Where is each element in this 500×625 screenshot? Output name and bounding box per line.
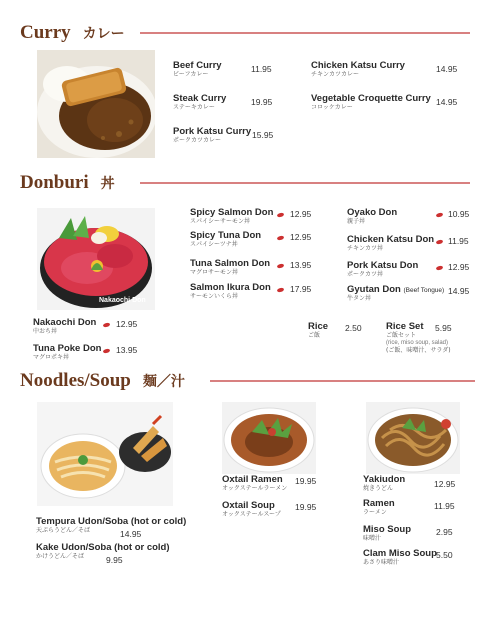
item-jp: チキンカツカレー [311,71,359,79]
donburi-photo [37,208,155,310]
noodles-rule [210,380,475,382]
item-name: Tempura Udon/Soba (hot or cold) [36,516,187,527]
menu-item-oyako-don [347,208,397,226]
donburi-heading [20,170,115,196]
spicy-chili-icon [103,322,111,328]
item-name [347,285,444,295]
item-note-jp: (ご飯、味噌汁、サラダ) [386,346,451,354]
item-jp: マグロサーモン丼 [190,269,239,277]
item-name-text: Gyutan Don [347,284,401,295]
item-price: 12.95 [448,262,470,272]
curry-title-en: Curry [20,22,71,43]
item-price: 14.95 [436,97,458,107]
item-name: Oxtail Soup [222,500,275,511]
menu-item-spicy-tuna-don [190,231,261,249]
item-name: Beef Curry [173,60,222,71]
item-name: Ramen [363,498,395,509]
spicy-chili-icon [436,265,444,271]
item-name: Spicy Tuna Don [190,230,262,241]
item-jp: オックステールラーメン [222,485,288,493]
menu-item-oxtail-soup [222,501,281,519]
item-jp: 中おち丼 [33,328,58,336]
item-jp: かけうどん／そば [36,553,85,561]
menu-item-ramen [363,499,395,517]
item-jp: ビーフカレー [173,71,209,79]
item-price: 5.95 [435,323,452,333]
item-price: 14.95 [448,286,470,296]
item-price: 14.95 [436,64,458,74]
item-jp: 牛タン丼 [347,295,372,303]
menu-item-chicken-katsu-don [347,235,434,253]
menu-item-tuna-salmon-don [190,259,270,277]
item-name: Miso Soup [363,524,412,535]
item-name: Kake Udon/Soba (hot or cold) [36,542,170,553]
menu-item-nakaochi-don [33,318,96,336]
menu-item-pork-katsu-don [347,261,418,279]
donburi-title-en: Donburi [20,172,89,193]
spicy-chili-icon [436,239,444,245]
item-price: 10.95 [448,209,470,219]
item-name: Rice Set [386,321,424,332]
curry-rule [140,32,470,34]
item-name: Pork Katsu Curry [173,126,252,137]
item-price: 19.95 [251,97,273,107]
item-jp: オックステールスープ [222,511,281,519]
menu-item-chicken-katsu-curry [311,61,405,79]
item-jp: コロッケカレー [311,104,353,112]
item-jp: ステーキカレー [173,104,215,112]
item-price: 13.95 [116,345,138,355]
menu-item-steak-curry [173,94,226,112]
menu-item-beef-curry [173,61,222,79]
item-name: Tuna Poke Don [33,343,102,354]
item-jp: 天ぷらうどん／そば [36,527,91,535]
donburi-photo-label: Nakaochi Don [99,297,146,304]
menu-item-gyutan-don [347,285,444,303]
menu-item-tempura-udon-soba [36,517,186,535]
spicy-chili-icon [277,235,285,241]
menu-item-spicy-salmon-don [190,208,273,226]
item-jp: スパイシーツナ丼 [190,241,238,249]
item-name: Steak Curry [173,93,227,104]
item-name: Nakaochi Don [33,317,97,328]
item-name: Tuna Salmon Don [190,258,271,269]
spicy-chili-icon [277,263,285,269]
tempura-udon-photo [37,402,173,506]
item-price: 13.95 [290,260,312,270]
item-name: Pork Katsu Don [347,260,419,271]
noodles-heading [20,368,185,394]
item-name: Oxtail Ramen [222,474,283,485]
item-jp: 焼きうどん [363,485,394,493]
menu-item-kake-udon-soba [36,543,170,561]
item-name: Yakiudon [363,474,406,485]
item-price: 12.95 [290,232,312,242]
item-price: 11.95 [448,236,469,246]
item-price: 12.95 [290,209,312,219]
item-price: 9.95 [106,555,123,565]
item-note: (rice, miso soup, salad) [386,340,449,347]
item-jp: ラーメン [363,509,387,517]
noodles-title-en: Noodles/Soup [20,370,131,391]
item-jp: 親子丼 [347,218,366,226]
item-name: Spicy Salmon Don [190,207,274,218]
item-jp: ポークカツ丼 [347,271,384,279]
item-name: Clam Miso Soup [363,548,437,559]
item-name: Chicken Katsu Don [347,234,435,245]
item-jp: スパイシーサーモン丼 [190,218,251,226]
item-price: 2.95 [436,527,453,537]
curry-photo [37,50,155,158]
item-name: Vegetable Croquette Curry [311,93,431,104]
spicy-chili-icon [103,348,111,354]
item-jp: マグロポキ丼 [33,354,70,362]
item-name-sub: (Beef Tongue) [403,287,445,294]
item-name: Chicken Katsu Curry [311,60,405,71]
item-price: 14.95 [120,529,142,539]
oxtail-ramen-photo [222,402,316,474]
menu-item-vegetable-croquette-curry [311,94,431,112]
item-jp: ご飯セット [386,332,417,340]
curry-title-jp: カレー [82,26,125,42]
item-name: Salmon Ikura Don [190,282,271,293]
menu-item-salmon-ikura-don [190,283,271,301]
menu-item-yakiudon [363,475,405,493]
item-price: 12.95 [434,479,456,489]
item-jp: 味噌汁 [363,535,382,543]
item-price: 11.95 [251,64,272,74]
donburi-title-jp: 丼 [100,176,115,192]
spicy-chili-icon [277,212,285,218]
item-price: 17.95 [290,284,312,294]
item-jp: あさり味噌汁 [363,559,400,567]
menu-item-pork-katsu-curry [173,127,251,145]
item-name: Oyako Don [347,207,398,218]
item-price: 11.95 [434,501,455,511]
item-name: Rice [308,321,329,332]
item-price: 5.50 [436,550,453,560]
menu-item-miso-soup [363,525,411,543]
item-price: 15.95 [252,130,274,140]
item-jp: チキンカツ丼 [347,245,383,253]
menu-item-tuna-poke-don [33,344,101,362]
item-jp: サーモンいくら丼 [190,293,239,301]
yakiudon-photo [366,402,460,474]
item-price: 2.50 [345,323,362,333]
spicy-chili-icon [436,212,444,218]
menu-item-rice [308,322,328,340]
spicy-chili-icon [277,287,285,293]
menu-item-clam-miso-soup [363,549,437,567]
curry-heading [20,20,125,46]
noodles-title-jp: 麺／汁 [142,374,185,390]
item-price: 19.95 [295,476,317,486]
menu-item-oxtail-ramen [222,475,287,493]
item-price: 12.95 [116,319,138,329]
item-price: 19.95 [295,502,317,512]
donburi-rule [140,182,470,184]
item-jp: ご飯 [308,332,321,340]
item-jp: ポークカツカレー [173,137,222,145]
